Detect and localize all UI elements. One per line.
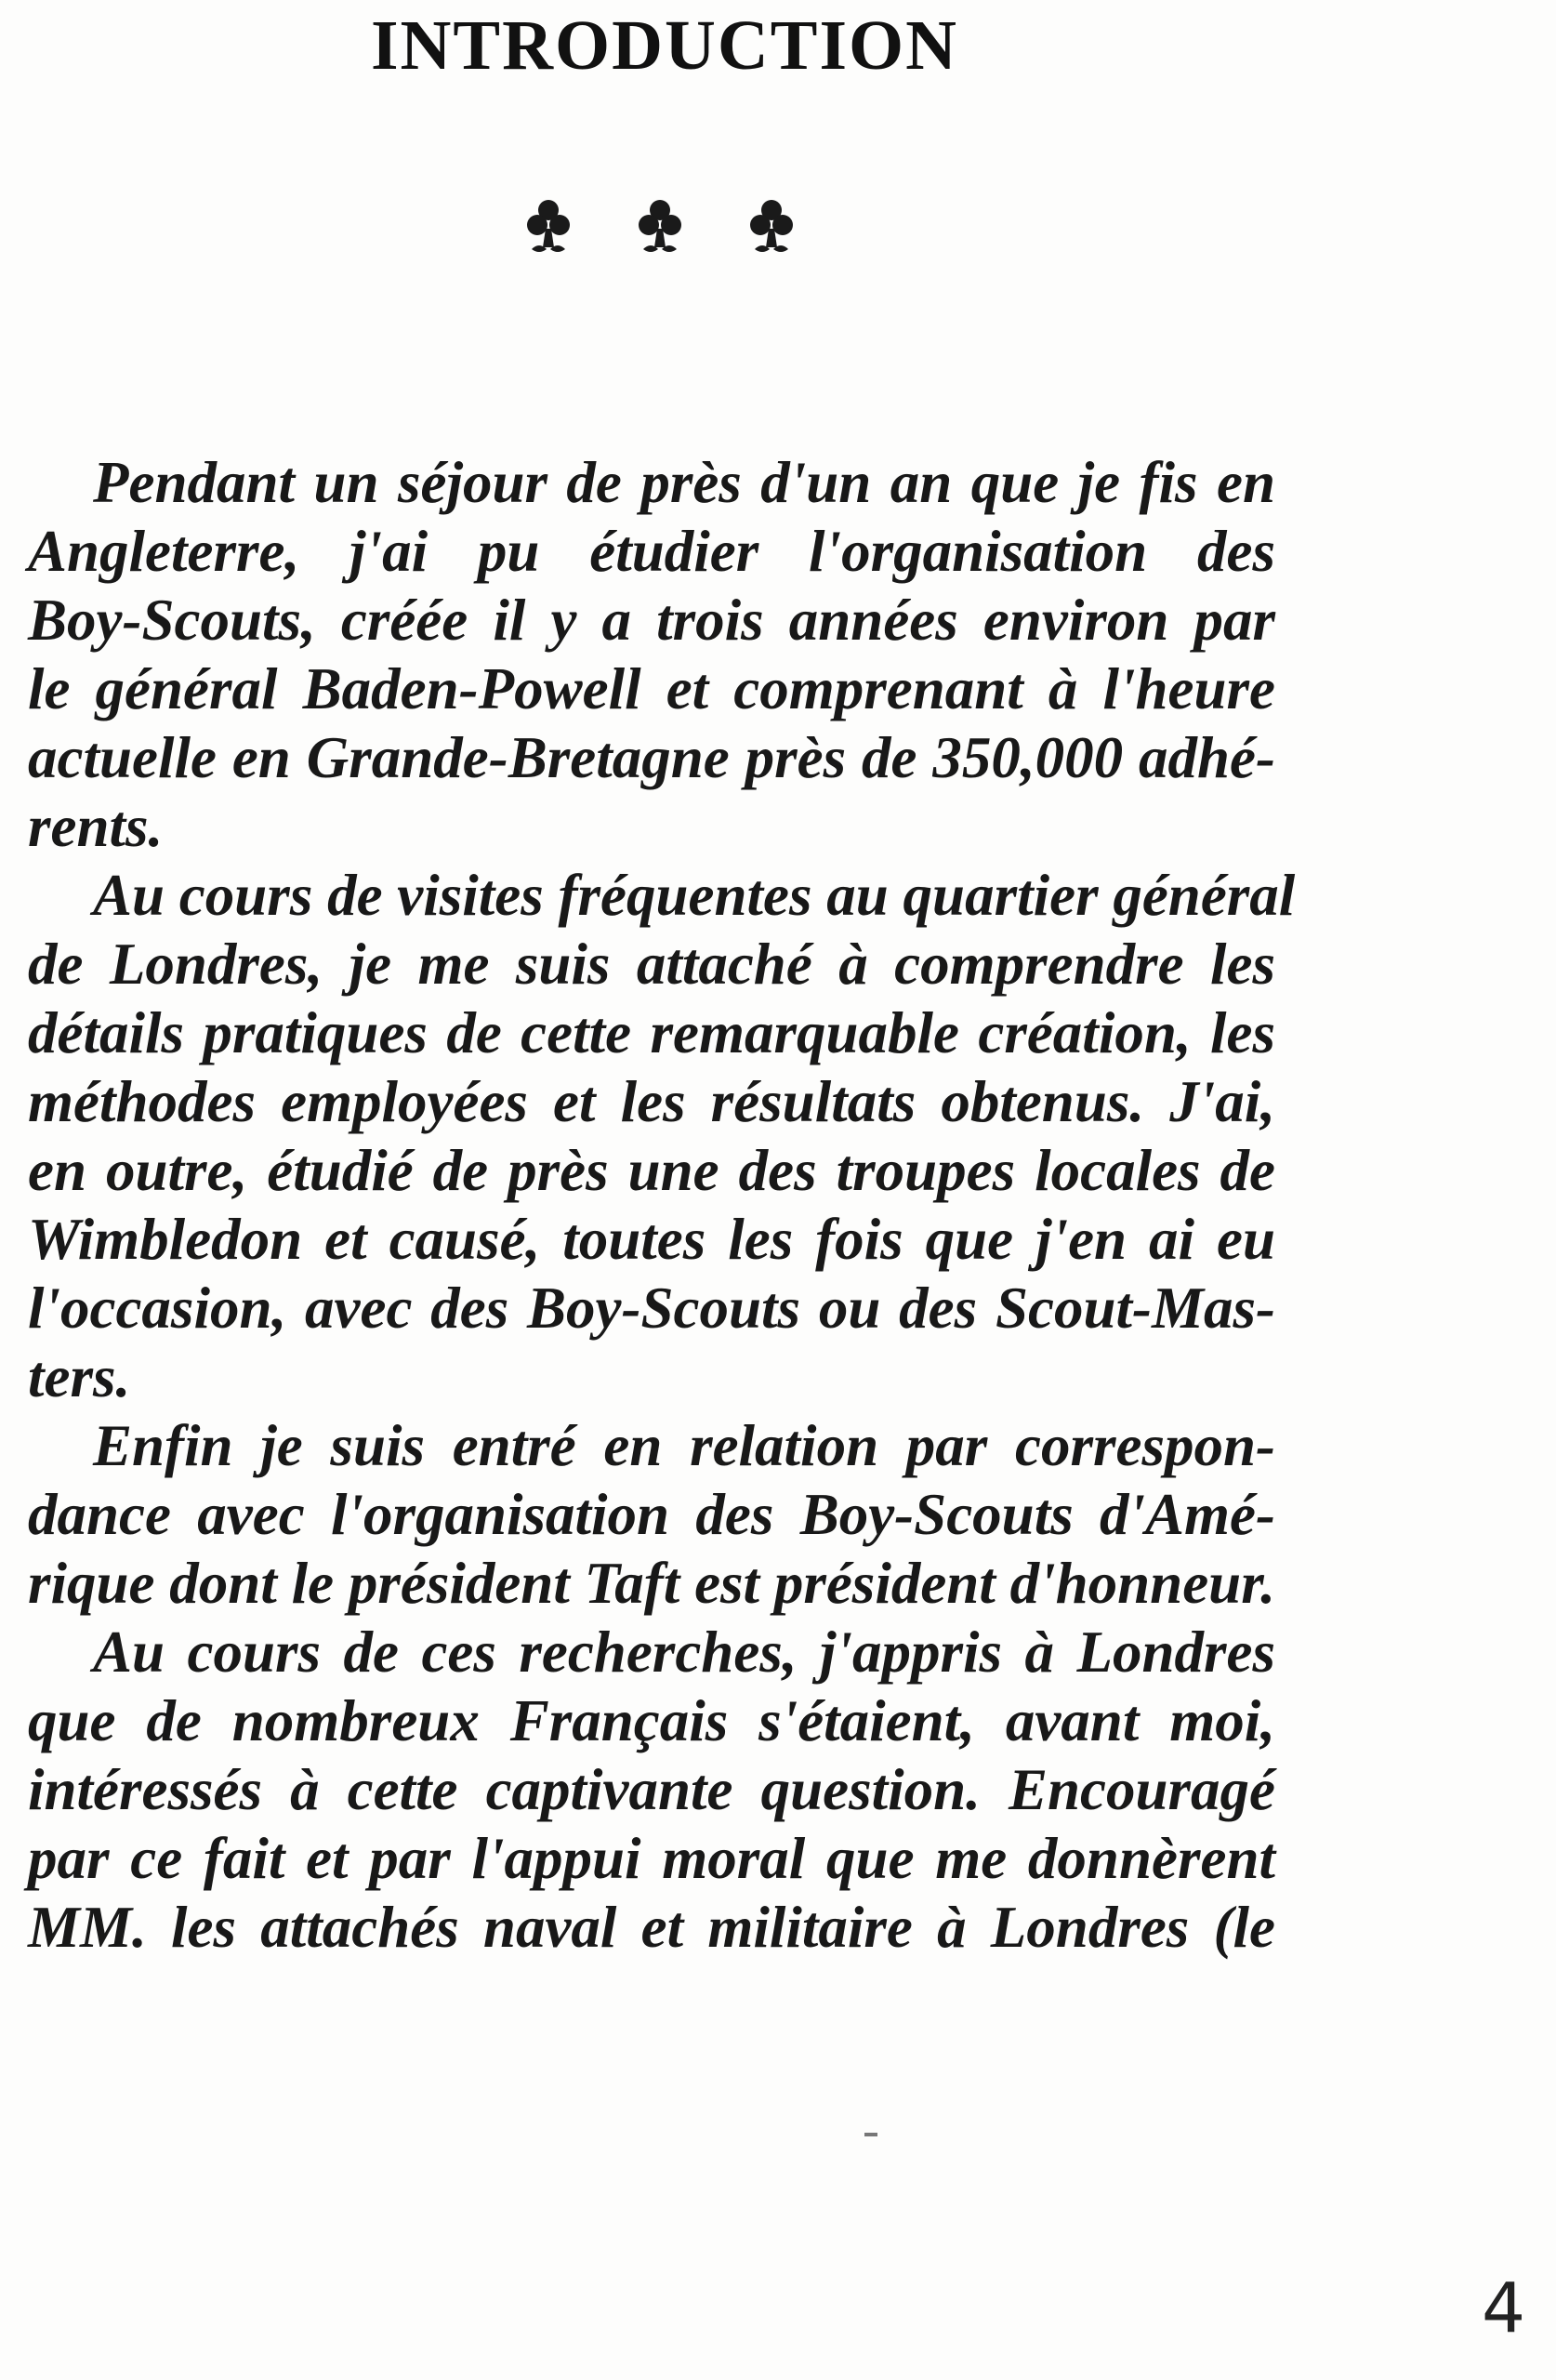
text-line: ters. [28,1344,131,1409]
club-ornament-icon [744,195,799,257]
text-line: intéressés à cette captivante question. Encouragé [28,1757,1275,1822]
text-line: de Londres, je me suis attaché à comprendre les [28,932,1275,997]
chapter-title: INTRODUCTION [370,7,959,85]
text-line: Boy-Scouts, créée il y a trois années environ par [28,588,1275,653]
text-line: MM. les attachés naval et militaire à Londres (le [28,1895,1275,1960]
text-line: rents. [28,794,164,859]
text-line: Pendant un séjour de près d'un an que je fis en [93,450,1275,515]
text-line: Angleterre, j'ai pu étudier l'organisation des [28,519,1275,584]
text-line: méthodes employées et les résultats obtenus. J'ai, [28,1069,1275,1134]
ornament-row [521,193,799,258]
text-line: Au cours de visites fréquentes au quartier général [93,863,1296,928]
text-line: actuelle en Grande-Bretagne près de 350,000 adhé- [28,725,1275,790]
introduction-body [28,448,1296,1962]
text-line: l'occasion, avec des Boy-Scouts ou des Scout-Mas- [28,1276,1275,1341]
club-ornament-icon [521,195,576,257]
text-line: Enfin je suis entré en relation par correspon- [93,1413,1275,1478]
text-line: dance avec l'organisation des Boy-Scouts d'Amé- [28,1482,1275,1547]
text-line: par ce fait et par l'appui moral que me donnèrent [28,1826,1275,1891]
club-ornament-icon [632,195,688,257]
text-line: que de nombreux Français s'étaient, avant moi, [28,1688,1275,1753]
text-line: le général Baden-Powell et comprenant à l'heure [28,656,1275,721]
text-line: Wimbledon et causé, toutes les fois que j'en ai eu [28,1207,1275,1272]
text-line: Au cours de ces recherches, j'appris à Londres [93,1620,1275,1685]
text-line: détails pratiques de cette remarquable création, les [28,1000,1275,1065]
print-speck [864,2133,877,2136]
text-line: rique dont le président Taft est président d'honneur. [28,1551,1275,1616]
page-number: 4 [1482,2268,1526,2348]
text-line: en outre, étudié de près une des troupes locales de [28,1138,1275,1203]
